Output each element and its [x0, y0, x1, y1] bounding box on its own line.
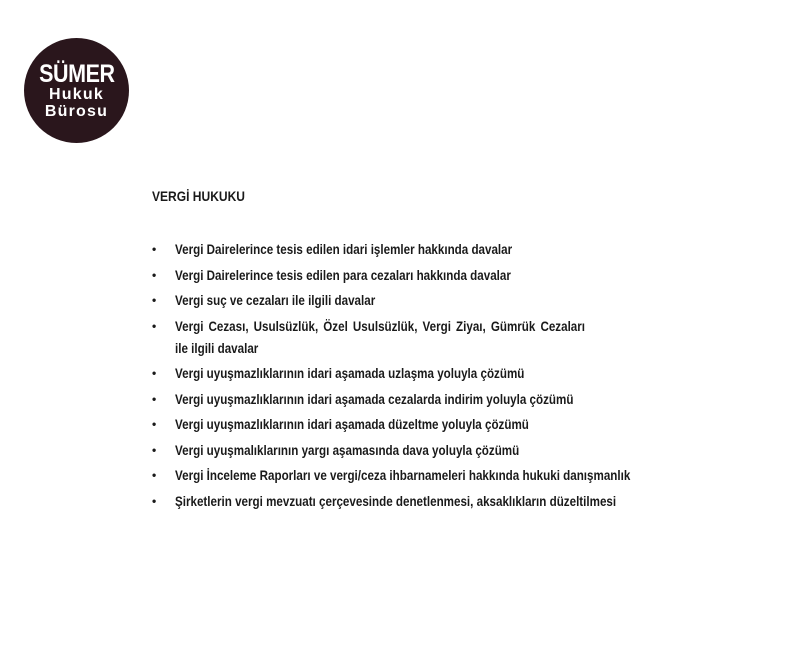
bullet-icon: • [152, 417, 157, 431]
main-content [152, 186, 732, 509]
logo-title: SÜMER [38, 59, 115, 88]
list-item [152, 439, 772, 461]
list-item-text: Vergi uyuşmazlıklarının idari aşamada düzeltme yoluyla çözümü [175, 416, 529, 432]
list-item [152, 388, 772, 410]
list-item-text: Şirketlerin vergi mevzuatı çerçevesinde denetlenmesi, aksaklıkların düzeltilmesi [175, 492, 617, 509]
list-item [152, 362, 772, 384]
bullet-icon: • [152, 391, 157, 406]
bullet-icon: • [152, 493, 157, 508]
list-item [152, 315, 772, 359]
list-item-text: Vergi uyuşmazlıklarının idari aşamada cezalarda indirim yoluyla çözümü [175, 390, 574, 407]
list-item [152, 238, 772, 260]
bullet-icon: • [152, 442, 157, 457]
page-title: VERGİ HUKUKU [152, 188, 245, 204]
list-item [152, 464, 772, 486]
logo[interactable] [24, 38, 129, 143]
list-item-text: Vergi suç ve cezaları ile ilgili davalar [175, 292, 376, 308]
bullet-icon: • [152, 293, 157, 307]
bullet-icon: • [152, 267, 157, 282]
list-item-text: Vergi uyuşmalıklarının yargı aşamasında dava yoluyla çözümü [175, 441, 520, 458]
list-item [152, 289, 772, 311]
list-item [152, 264, 772, 286]
list-item-text: Vergi uyuşmazlıklarının idari aşamada uzlaşma yoluyla çözümü [175, 365, 525, 381]
logo-subtitle-burosu: Bürosu [44, 102, 109, 120]
bullet-icon: • [152, 318, 157, 333]
list-item [152, 490, 772, 512]
services-list [152, 238, 772, 515]
list-item-text: Vergi İnceleme Raporları ve vergi/ceza ihbarnameleri hakkında hukuki danışmanlık [175, 467, 631, 483]
list-item-text: Vergi Cezası, Usulsüzlük, Özel Usulsüzlük, Vergi Ziyaı, Gümrük Cezaları ile ilgili davalar [175, 317, 586, 356]
bullet-icon: • [152, 366, 157, 380]
list-item-text: Vergi Dairelerince tesis edilen para cezaları hakkında davalar [175, 266, 511, 283]
list-item-text: Vergi Dairelerince tesis edilen idari işlemler hakkında davalar [175, 241, 513, 257]
bullet-icon: • [152, 468, 157, 482]
logo-subtitle-hukuk: Hukuk [49, 85, 104, 103]
bullet-icon: • [152, 242, 157, 256]
list-item [152, 413, 772, 435]
